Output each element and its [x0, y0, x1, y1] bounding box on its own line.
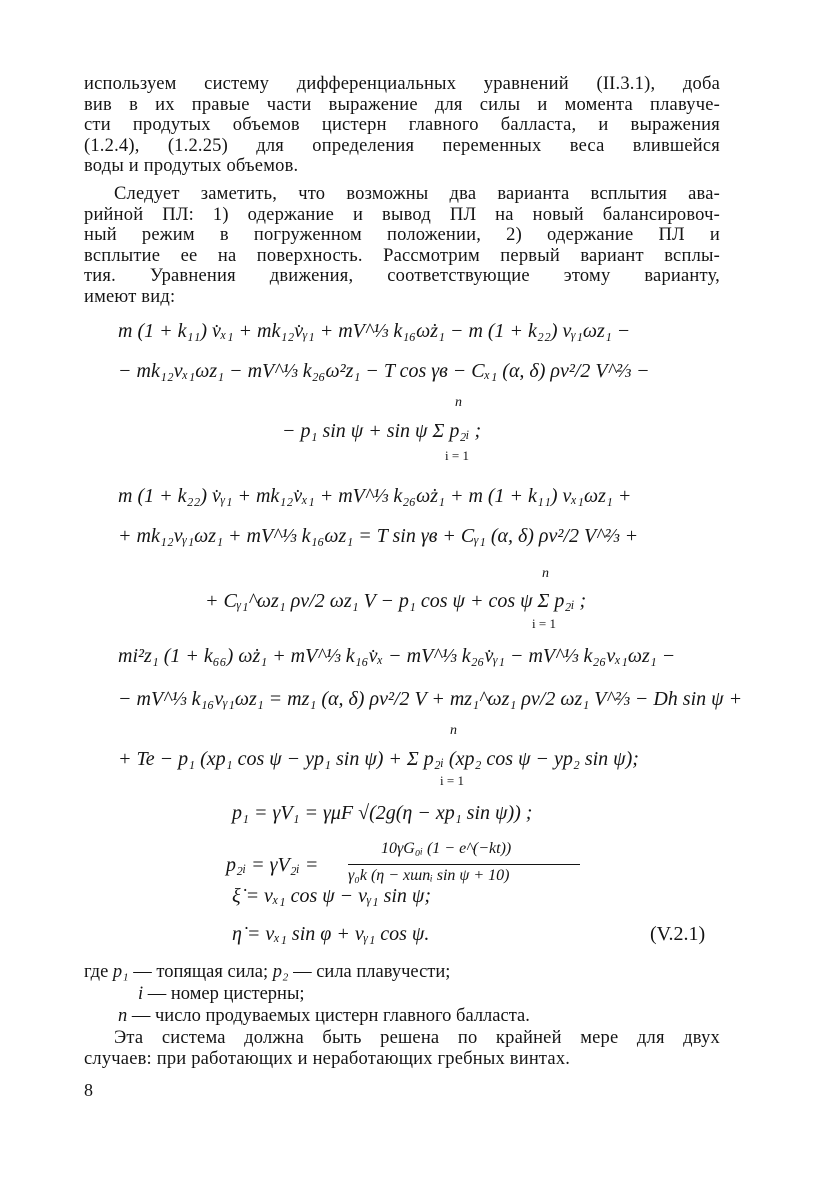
equation-line-3: − p₁ sin ψ + sin ψ Σ p₂ᵢ ;: [282, 420, 482, 442]
text-line: всплытие ее на поверхность. Рассмотрим первый вариант всплы-: [84, 245, 720, 266]
equation-line-6: + Cᵧ₁^ωz₁ ρv/2 ωz₁ V − p₁ cos ψ + cos ψ Σ p₂ᵢ ;: [205, 590, 587, 612]
equation-line-13: η̇ = vₓ₁ sin φ + vᵧ₁ cos ψ.: [232, 923, 430, 945]
fraction-bar: [348, 864, 580, 865]
equation-line-9: + Te − p₁ (xp₁ cos ψ − yp₁ sin ψ) + Σ p₂ᵢ (xp₂ cos ψ − yp₂ sin ψ);: [118, 748, 639, 770]
sum-limit-bottom: i = 1: [445, 448, 469, 463]
equation-number: (V.2.1): [650, 923, 706, 945]
equation-line-12: ξ̇ = vₓ₁ cos ψ − vᵧ₁ sin ψ;: [232, 885, 432, 907]
legend-line-1: где p₁ — топящая сила; p₂ — сила плавучести;: [84, 962, 451, 982]
text-line: сти продутых объемов цистерн главного балласта, и выражения: [84, 115, 720, 135]
text-line: рийной ПЛ: 1) одержание и вывод ПЛ на новый балансировоч-: [84, 204, 720, 225]
sum-limit-top: n: [455, 395, 462, 410]
text-line: воды и продутых объемов.: [84, 156, 299, 176]
closing-paragraph: [84, 1028, 720, 1069]
text-line: случаев: при работающих и неработающих гребных винтах.: [84, 1048, 571, 1069]
sum-limit-top: n: [450, 723, 457, 738]
text-line: Эта система должна быть решена по крайней мере для двух: [114, 1028, 720, 1048]
fraction-left: p₂ᵢ = γV₂ᵢ =: [226, 854, 319, 876]
fraction-numerator: 10γG₀ᵢ (1 − e^(−kt)): [381, 840, 512, 857]
sum-limit-bottom: i = 1: [440, 773, 464, 788]
text-line: Следует заметить, что возможны два варианта всплытия ава-: [114, 184, 720, 204]
sum-limit-top: n: [542, 566, 549, 581]
equation-line-1: m (1 + k₁₁) v̇ₓ₁ + mk₁₂v̇ᵧ₁ + mV^⅓ k₁₆ω̇z₁ − m (1 + k₂₂) vᵧ₁ωz₁ −: [118, 320, 631, 342]
page-number: 8: [84, 1080, 93, 1100]
text-line: используем систему дифференциальных уравнений (II.3.1), доба: [84, 74, 720, 94]
legend-line-3: n — число продуваемых цистерн главного балласта.: [118, 1006, 530, 1026]
text-line: тия. Уравнения движения, соответствующие этому варианту,: [84, 266, 720, 286]
legend-line-2: i — номер цистерны;: [138, 984, 305, 1004]
equation-line-8: − mV^⅓ k₁₆vᵧ₁ωz₁ = mz₁ (α, δ) ρv²/2 V + mz₁^ωz₁ ρv/2 ωz₁ V^⅔ − Dh sin ψ +: [118, 688, 743, 710]
intro-paragraph: [84, 74, 720, 177]
text-line: ный режим в погруженном положении, 2) одержание ПЛ и: [84, 225, 720, 245]
paragraph-variants: [84, 184, 720, 307]
text-line: имеют вид:: [84, 286, 176, 307]
sum-limit-bottom: i = 1: [532, 616, 556, 631]
equation-line-5: + mk₁₂vᵧ₁ωz₁ + mV^⅓ k₁₆ωz₁ = T sin γв + Cᵧ₁ (α, δ) ρv²/2 V^⅔ +: [118, 525, 639, 547]
equation-line-10: p₁ = γV₁ = γμF √(2g(η − xp₁ sin ψ)) ;: [232, 802, 533, 824]
equation-line-4: m (1 + k₂₂) v̇ᵧ₁ + mk₁₂v̇ₓ₁ + mV^⅓ k₂₆ω̇z₁ + m (1 + k₁₁) vₓ₁ωz₁ +: [118, 485, 632, 507]
text-line: вив в их правые части выражение для силы и момента плавуче-: [84, 94, 720, 115]
text-line: (1.2.4), (1.2.25) для определения переменных веса влившейся: [84, 135, 720, 156]
equation-line-7: mi²z₁ (1 + k₆₆) ω̇z₁ + mV^⅓ k₁₆v̇ₓ − mV^⅓ k₂₆v̇ᵧ₁ − mV^⅓ k₂₆vₓ₁ωz₁ −: [118, 645, 676, 667]
fraction-denominator: γ₀k (η − xшпᵢ sin ψ + 10): [348, 867, 510, 884]
equation-line-2: − mk₁₂vₓ₁ωz₁ − mV^⅓ k₂₆ω²z₁ − T cos γв − Cₓ₁ (α, δ) ρv²/2 V^⅔ −: [118, 360, 650, 382]
